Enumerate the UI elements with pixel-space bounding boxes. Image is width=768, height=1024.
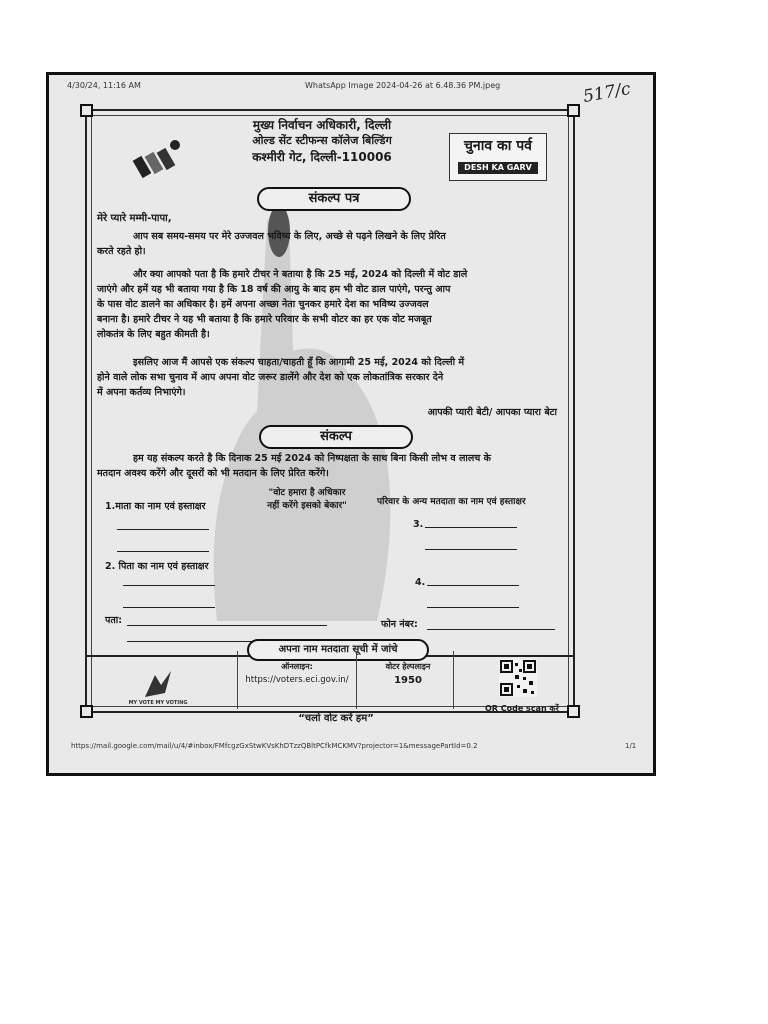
- sveep-logo: [128, 667, 188, 707]
- mother-signature-line: [117, 551, 209, 552]
- online-portal-box: ऑनलाइन: https://voters.eci.gov.in/: [237, 651, 357, 709]
- pledge-title: संकल्प: [259, 425, 413, 449]
- sveep-text: MY VOTE MY VOTING: [128, 700, 188, 706]
- qr-code: [499, 659, 537, 697]
- signoff: आपकी प्यारी बेटी/ आपका प्यारा बेटा: [427, 407, 557, 418]
- paragraph-1: आप सब समय-समय पर मेरे उज्जवल भविष्य के लिए, अच्छे से पढ़ने लिखने के लिए प्रेरित करते रहते हो।: [97, 231, 446, 257]
- address-label: पता:: [105, 615, 123, 626]
- print-url: https://mail.google.com/mail/u/4/#inbox/FMfcgzGxStwKVsKhDTzzQBltPCfkMCKMV?projector=1&messagePartId=0.2: [71, 742, 478, 750]
- print-page-number: 1/1: [625, 742, 637, 750]
- address-line: [127, 625, 327, 626]
- father-signature-line: [123, 607, 215, 608]
- family-slot-4-line: [427, 585, 519, 586]
- print-file-title: WhatsApp Image 2024-04-26 at 6.48.36 PM.jpeg: [305, 81, 501, 90]
- qr-caption: QR Code scan करें: [485, 704, 559, 713]
- office-line-2: ओल्ड सेंट स्टीफन्स कॉलेज बिल्डिंग: [252, 134, 392, 147]
- portal-url[interactable]: https://voters.eci.gov.in/: [245, 675, 349, 685]
- office-line-1: मुख्य निर्वाचन अधिकारी, दिल्ली: [252, 118, 392, 132]
- paragraph-3: इसलिए आज मैं आपसे एक संकल्प चाहता/चाहती हूँ कि आगामी 25 मई, 2024 को दिल्ली में होने वाले लोक सभा चुनाव में आप अपना वोट जरूर डालेंगे और देश को एक लोकतांत्रिक सरकार देने में अपना कर्तव्य निभाएंगे।: [97, 357, 465, 398]
- helpline-number: 1950: [394, 675, 422, 686]
- family-slot-3-sign-line: [425, 549, 517, 550]
- family-slot-4-sign-line: [427, 607, 519, 608]
- paragraph-2: और क्या आपको पता है कि हमारे टीचर ने बताया है कि 25 मई, 2024 को दिल्ली में वोट डाले जाएंगे और हमें यह भी बताया गया है कि 18 वर्ष की आयु के बाद हम भी वोट डाल पाएंगे, परन्तु आप के पास वोट डालने का अधिकार है। हमें अपना अच्छा नेता चुनकर हमारे देश का भविष्य उज्जवल बनाना है। हमारे टीचर ने यह भी बताया है कि हमारे परिवार के सभी वोटर का हर एक वोट मजबूत लोकतंत्र के लिए बहुत कीमती है।: [97, 269, 468, 340]
- inked-finger-image: [207, 201, 397, 621]
- letter-title: संकल्प पत्र: [257, 187, 411, 211]
- helpline-box: वोटर हेल्पलाइन 1950: [363, 651, 454, 709]
- mother-label: 1.माता का नाम एवं हस्ताक्षर: [105, 501, 206, 512]
- handwritten-annotation: 517/c: [581, 79, 633, 107]
- letter-frame: [85, 109, 575, 724]
- pledge-slogan: "वोट हमारा है अधिकार नहीं करेंगे इसको बेकार": [267, 488, 347, 511]
- salutation: मेरे प्यारे मम्मी-पापा,: [97, 213, 172, 224]
- check-name-banner: अपना नाम मतदाता सूची में जांचे: [247, 639, 429, 661]
- phone-label: फोन नंबर:: [381, 619, 418, 630]
- family-slot-3: 3.: [413, 519, 424, 530]
- mother-name-line: [117, 529, 209, 530]
- family-slot-4: 4.: [415, 577, 426, 588]
- desh-ka-garv-badge: चुनाव का पर्व DESH KA GARV: [449, 133, 547, 181]
- eci-logo: [131, 135, 187, 185]
- family-label: परिवार के अन्य मतदाता का नाम एवं हस्ताक्षर: [377, 497, 526, 507]
- print-datetime: 4/30/24, 11:16 AM: [67, 81, 141, 90]
- family-slot-3-line: [425, 527, 517, 528]
- scanned-document: [46, 72, 656, 776]
- phone-line: [427, 629, 555, 630]
- father-label: 2. पिता का नाम एवं हस्ताक्षर: [105, 561, 209, 572]
- father-name-line: [123, 585, 215, 586]
- closing-slogan: “चलो वोट करें हम”: [298, 713, 374, 724]
- pledge-text: हम यह संकल्प करते है कि दिनाक 25 मई 2024 को निष्पक्षता के साथ बिना किसी लोभ व लालच के मतदान अवश्य करेंगे और दूसरों को भी मतदान के लिए प्रेरित करेंगे।: [97, 453, 491, 479]
- office-line-3: कश्मीरी गेट, दिल्ली-110006: [252, 150, 392, 164]
